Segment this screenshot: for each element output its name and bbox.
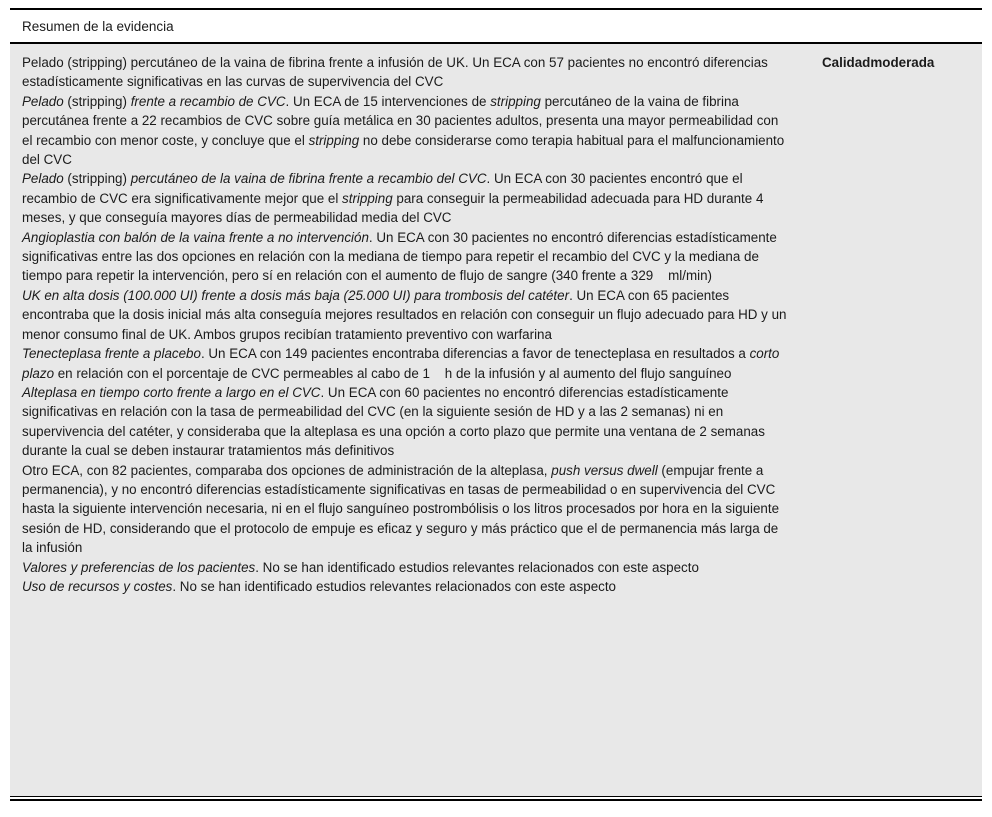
paragraph-segment: (stripping) bbox=[63, 93, 131, 109]
paragraph-segment: . Un ECA con 149 pacientes encontraba diferencias a favor de tenecteplasa en resultados a bbox=[200, 346, 750, 362]
evidence-paragraphs-column bbox=[22, 53, 788, 596]
paragraph-segment-italic: push versus dwell bbox=[551, 462, 658, 478]
evidence-paragraph bbox=[22, 344, 788, 383]
paragraph-segment: . Un ECA de 15 intervenciones de bbox=[285, 93, 491, 109]
paragraph-segment: percutáneo de la vaina de fibrina percutánea frente a 22 recambios de CVC sobre guía metálica en 30 pacientes adultos, presenta una mayor permeabilidad con el recambio con menor coste, y concluye que el bbox=[22, 93, 779, 148]
paragraph-segment-italic: stripping bbox=[490, 93, 541, 109]
paragraph-segment-italic: Valores y preferencias de los pacientes bbox=[22, 559, 256, 575]
paragraph-segment-italic: Pelado bbox=[22, 93, 64, 109]
table-title: Resumen de la evidencia bbox=[22, 19, 174, 34]
paragraph-segment: . No se han identificado estudios relevantes relacionados con este aspecto bbox=[255, 559, 699, 575]
evidence-paragraph bbox=[22, 383, 788, 461]
table-bottom-rule bbox=[10, 796, 982, 801]
evidence-paragraph bbox=[22, 169, 788, 227]
table-header-row bbox=[10, 10, 982, 44]
paragraph-segment: para conseguir la permeabilidad adecuada para HD durante 4 meses, y que conseguía mayores días de permeabilidad media del CVC bbox=[22, 190, 764, 226]
table-body-row bbox=[10, 44, 982, 796]
paragraph-segment-italic: stripping bbox=[342, 190, 393, 206]
evidence-paragraph bbox=[22, 286, 788, 344]
paragraph-segment-italic: Uso de recursos y costes bbox=[22, 578, 173, 594]
paragraph-segment: . Un ECA con 30 pacientes no encontró diferencias estadísticamente significativas entre las dos opciones en relación con la mediana de tiempo para repetir el recambio del CVC y la mediana de tiempo para repetir la intervención, pero sí en relación con el aumento de flujo de sangre (340 frente a 329 ml/min) bbox=[22, 229, 777, 284]
paragraph-segment-italic: UK en alta dosis (100.000 UI) frente a dosis más baja (25.000 UI) para trombosis del catéter bbox=[22, 287, 570, 303]
paragraph-segment-italic: Pelado bbox=[22, 171, 64, 187]
evidence-paragraph bbox=[22, 558, 788, 577]
paragraph-segment-italic: Angioplastia con balón de la vaina frente a no intervención bbox=[22, 229, 369, 245]
evidence-paragraph bbox=[22, 92, 788, 170]
paragraph-segment-italic: corto plazo bbox=[22, 346, 780, 381]
evidence-paragraph bbox=[22, 461, 788, 558]
paragraph-segment: en relación con el porcentaje de CVC permeables al cabo de 1 h de la infusión y al aumento del flujo sanguíneo bbox=[54, 365, 732, 381]
paragraph-segment-italic: stripping bbox=[308, 132, 360, 148]
quality-label: Calidadmoderada bbox=[822, 55, 935, 70]
paragraph-segment-italic: Alteplasa en tiempo corto frente a largo en el CVC bbox=[22, 384, 321, 400]
paragraph-segment: . Un ECA con 60 pacientes no encontró diferencias estadísticamente significativas en relación con la tasa de permeabilidad del CVC (en la siguiente sesión de HD y a las 2 semanas) ni en supervivencia del catéter, y consideraba que la alteplasa es una opción a corto plazo que permite una ventana de 2 semanas durante la cual se deben instaurar tratamientos más definitivos bbox=[22, 384, 765, 459]
paragraph-segment: (empujar frente a permanencia), y no encontró diferencias estadísticamente significativas en tasas de permeabilidad o en supervivencia del CVC hasta la siguiente intervención necesaria, ni en el flujo sanguíneo postrombólisis o los litros procesados por hora en la siguiente sesión de HD, considerando que el protocolo de empuje es eficaz y seguro y más práctico que el de permanencia más larga de la infusión bbox=[22, 462, 780, 556]
bottom-rule-thick-line bbox=[10, 799, 982, 801]
paragraph-segment: . No se han identificado estudios relevantes relacionados con este aspecto bbox=[172, 578, 617, 594]
paragraph-segment: . Un ECA con 65 pacientes encontraba que la dosis inicial más alta conseguía mejores resultados en relación con conseguir un flujo adecuado para HD y un menor consumo final de UK. Ambos grupos recibían tratamiento preventivo con warfarina bbox=[22, 287, 787, 342]
paragraph-segment-italic: percutáneo de la vaina de fibrina frente a recambio del CVC bbox=[130, 171, 487, 187]
paragraph-segment: Otro ECA, con 82 pacientes, comparaba dos opciones de administración de la alteplasa, bbox=[22, 462, 552, 478]
quality-column bbox=[788, 53, 970, 72]
paragraph-segment: (stripping) bbox=[63, 171, 131, 187]
evidence-paragraph bbox=[22, 228, 788, 286]
evidence-paragraph bbox=[22, 53, 788, 92]
paragraph-segment: Pelado (stripping) percutáneo de la vaina de fibrina frente a infusión de UK. Un ECA con 57 pacientes no encontró diferencias estadísticamente significativas en las curvas de supervivencia del CVC bbox=[22, 55, 768, 90]
paragraph-segment-italic: Tenecteplasa frente a placebo bbox=[22, 346, 201, 362]
paragraph-segment: no debe considerarse como terapia habitual para el malfuncionamiento del CVC bbox=[22, 132, 785, 168]
evidence-paragraph bbox=[22, 577, 788, 596]
paragraph-segment-italic: frente a recambio de CVC bbox=[130, 93, 286, 109]
evidence-table bbox=[10, 8, 982, 801]
paragraph-segment: . Un ECA con 30 pacientes encontró que el recambio de CVC era significativamente mejor que el bbox=[22, 171, 743, 206]
